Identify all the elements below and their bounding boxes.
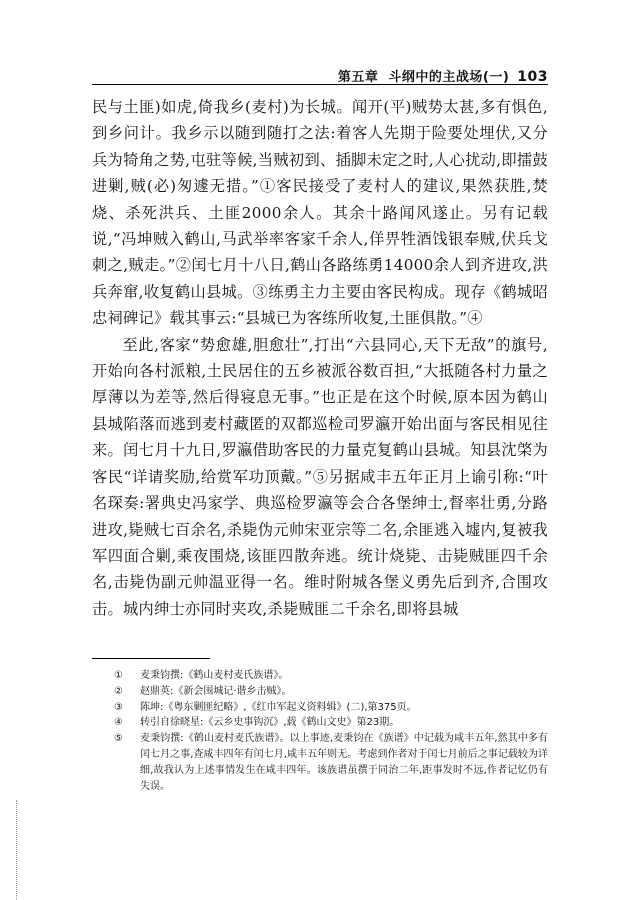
footnote-marker: ⑤ xyxy=(114,733,123,745)
footnote-1 xyxy=(92,668,548,684)
chapter-label: 第五章 xyxy=(337,70,379,85)
footnote-3 xyxy=(92,700,548,716)
header-rule xyxy=(92,84,548,85)
paragraph-1: 民与土匪)如虎,倚我乡(麦村)为长城。闻开(平)贼势太甚,多有惧色,到乡问计。我乡示以随到随打之法:着客人先期于险要处埋伏,又分兵为犄角之势,屯驻等候,当贼初到、插脚未定之时,人心扰动,即擂鼓进剿,贼(必)匆遽无措。”①客民接受了麦村人的建议,果然获胜,焚烧、杀死洪兵、土匪2000余人。其余十路闻风遂止。另有记载说,“冯坤贼入鹤山,马武举率客家千余人,佯畀牲酒饯银奉贼,伏兵戈刺之,贼走。”②闰七月十八日,鹤山各路练勇14000余人到齐进攻,洪兵奔窜,收复鹤山县城。③练勇主力主要由客民构成。现存《鹤城昭忠祠碑记》载其事云:“县城已为客练所收复,土匪俱散。”④ xyxy=(92,98,548,328)
footnote-4 xyxy=(92,715,548,731)
running-header xyxy=(338,66,548,85)
footnote-text: 麦秉钧撰:《鹤山麦村麦氏族谱》。 xyxy=(140,670,289,681)
scan-edge-mark xyxy=(16,800,19,900)
paragraph-2: 至此,客家“势愈雄,胆愈壮”,打出“六县同心,天下无敌”的旗号,开始向各村派粮,土民居住的五乡被派谷数百担,“大抵随各村力量之厚薄以为差等,然后得寝息无事。”也正是在这个时候,原本因为鹤山县城陷落而逃到麦村藏匿的双都巡检司罗瀛开始出面与客民相见往来。闰七月十九日,罗瀛借助客民的力量克复鹤山县城。知县沈棨为客民“详请奖励,给赏军功顶戴。”⑤另据咸丰五年正月上谕引称:“叶名琛奏:署典史冯家学、典巡检罗瀛等会合各堡绅士,督率壮勇,分路进攻,毙贼七百余名,杀毙伪元帅宋亚宗等二名,余匪逃入墟内,复被我军四面合剿,乘夜围烧,该匪四散奔逃。统计烧毙、击毙贼匪四千余名,击毙伪副元帅温亚得一名。维时附城各堡义勇先后到齐,合围攻击。城内绅士亦同时夹攻,杀毙贼匪二千余名,即将县城 xyxy=(92,335,548,618)
footnote-2 xyxy=(92,684,548,700)
footnote-5 xyxy=(92,731,548,794)
body-text xyxy=(92,94,548,622)
footnote-text: 赵鼎英:《新会围城记·谐乡击贼》。 xyxy=(140,685,292,697)
footnotes xyxy=(92,668,548,794)
footnote-marker: ② xyxy=(114,685,123,697)
footnote-text: 转引自徐晓星:《云乡史事钩沉》,载《鹤山文史》第23期。 xyxy=(140,717,400,729)
chapter-title: 斗纲中的主战场(一) xyxy=(388,70,510,85)
footnote-marker: ③ xyxy=(114,701,123,713)
footnote-text: 麦秉钧撰:《鹤山麦村麦氏族谱》。以上事迹,麦秉钧在《族谱》中记载为咸丰五年,然其中多有闰七月之事,查咸丰四年有闰七月,咸丰五年则无。考虑到作者对于闰七月前后之事记载较为详细,故我认为上述事情发生在咸丰四年。该族谱虽撰于同治二年,距事发时不远,作者记忆仍有失误。 xyxy=(140,733,548,792)
footnote-marker: ④ xyxy=(114,717,123,729)
footnote-rule xyxy=(92,658,210,659)
page-number: 103 xyxy=(517,69,548,85)
footnote-marker: ① xyxy=(114,670,123,681)
footnote-text: 陈坤:《粤东剿匪纪略》,《红巾军起义资料辑》(二),第375页。 xyxy=(140,701,417,713)
